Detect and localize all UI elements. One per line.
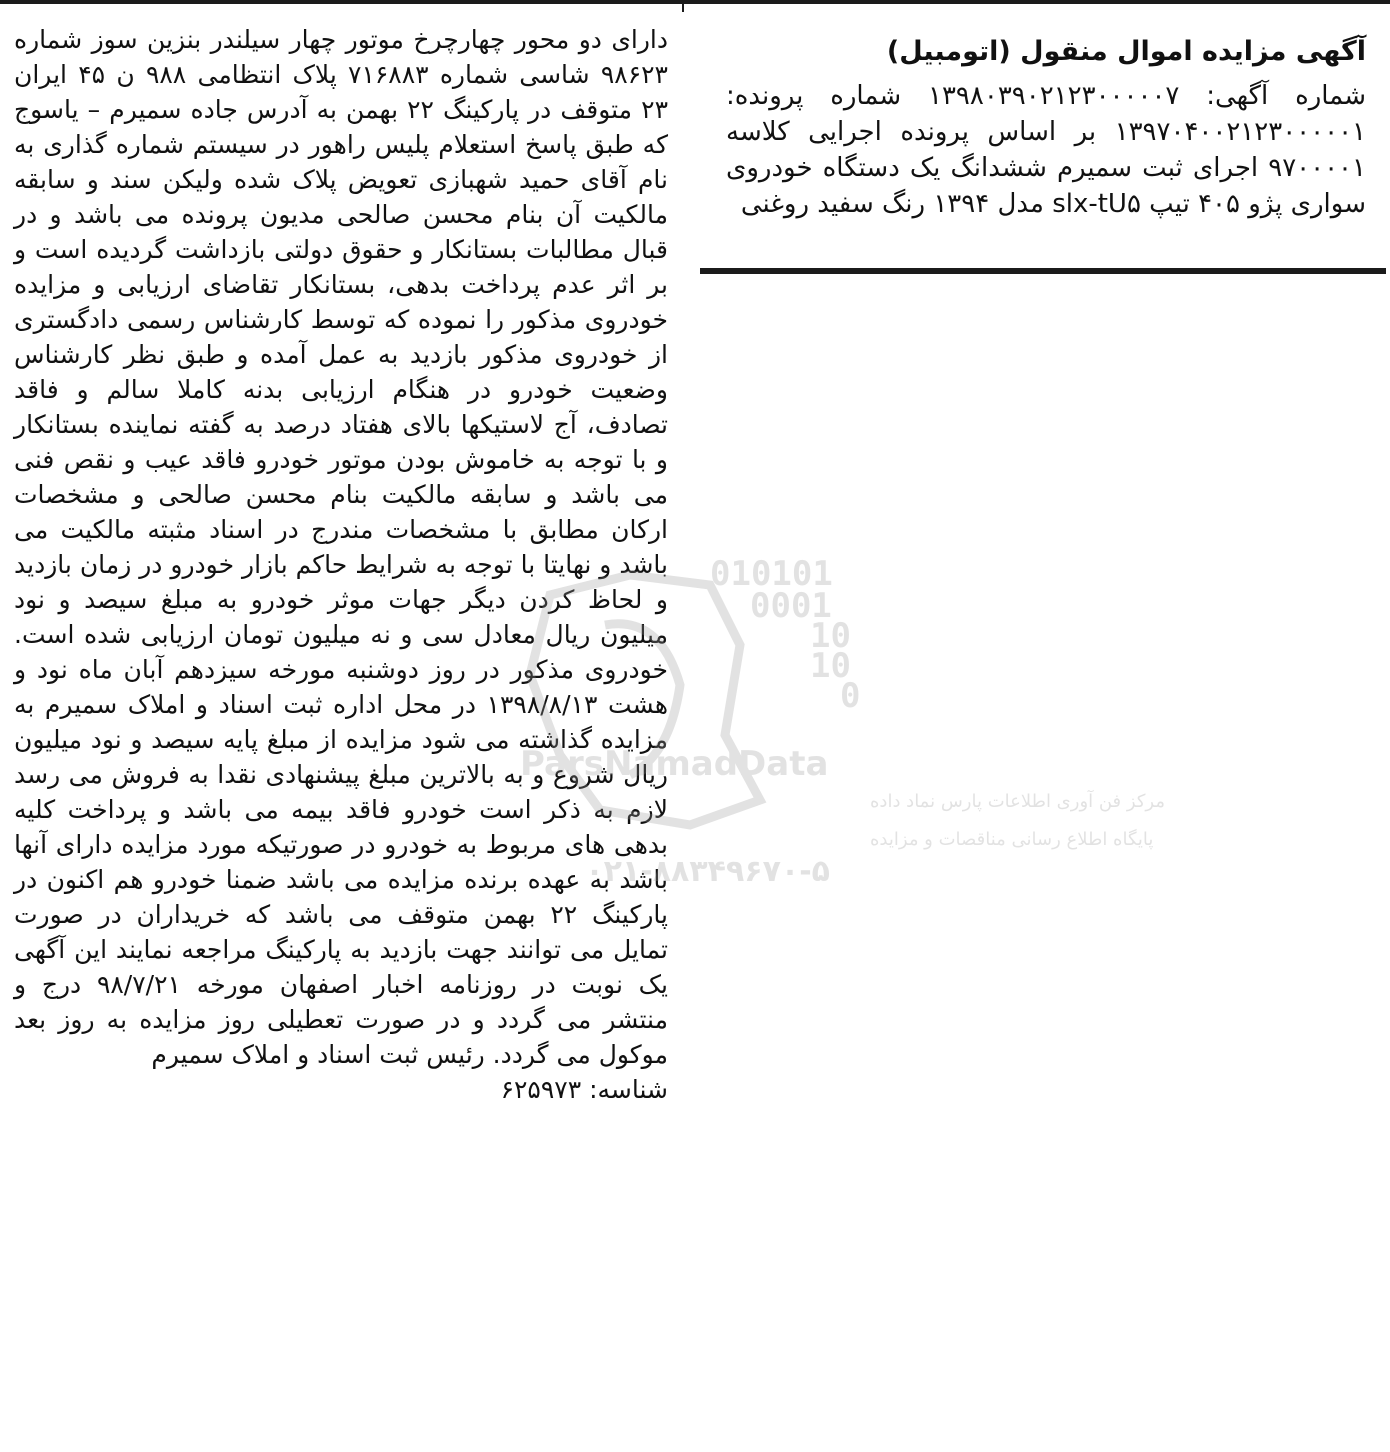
- watermark-binary-3: 10: [810, 616, 851, 656]
- watermark-binary-5: 0: [840, 676, 861, 716]
- column-divider: [682, 4, 684, 12]
- watermark-binary-1: 010101: [710, 554, 833, 594]
- header-bottom-rule: [700, 268, 1386, 274]
- watermark-binary-4: 10: [810, 646, 851, 686]
- notice-body: دارای دو محور چهارچرخ موتور چهار سیلندر بنزین سوز شماره ۹۸۶۲۳ شاسی شماره ۷۱۶۸۸۳ پلاک انتظامی ۹۸۸ ن ۴۵ ایران ۲۳ متوقف در پارکینگ ۲۲ بهمن به آدرس جاده سمیرم – یاسوج که طبق پاسخ استعلام پلیس راهور در سیستم شماره گذاری به نام آقای حمید شهبازی تعویض پلاک شده ولیکن سند و سابقه مالکیت آن بنام محسن صالحی مدیون پرونده می باشد و در قبال مطالبات بستانکار و حقوق دولتی بازداشت گردیده است و بر اثر عدم پرداخت بدهی، بستانکار تقاضای ارزیابی و مزایده خودروی مذکور را نموده که توسط کارشناس رسمی دادگستری از خودروی مذکور بازدید به عمل آمده و طبق نظر کارشناس وضعیت خودرو در هنگام ارزیابی بدنه کاملا سالم و فاقد تصادف، آج لاستیکها بالای هفتاد درصد به گفته نماینده بستانکار و با توجه به خاموش بودن موتور خودرو فاقد عیب و نقص فنی می باشد و سابقه مالکیت بنام محسن صالحی و مشخصات ارکان مطابق با مشخصات مندرج در اسناد مثبته مالکیت می باشد و نهایتا با توجه به شرایط حاکم بازار خودرو در زمان بازدید و لحاظ کردن دیگر جهات موثر خودرو به مبلغ سیصد و نود میلیون ریال معادل سی و نه میلیون تومان ارزیابی شده است. خودروی مذکور در روز دوشنبه مورخه سیزدهم آبان ماه نود و هشت ۱۳۹۸/۸/۱۳ در محل اداره ثبت اسناد و املاک سمیرم به مزایده گذاشته می شود مزایده از مبلغ پایه سیصد و نود میلیون ریال شروع و به بالاترین مبلغ پیشنهادی نقدا به فروش می رسد لازم به ذکر است خودرو فاقد بیمه می باشد و پرداخت کلیه بدهی های مربوط به خودرو در صورتیکه مورد مزایده دارای آنها باشد به عهده برنده مزایده می باشد ضمنا خودرو هم اکنون در پارکینگ ۲۲ بهمن متوقف می باشد که خریداران در صورت تمایل می توانند جهت بازدید به پارکینگ مراجعه نمایند این آگهی یک نوبت در روزنامه اخبار اصفهان مورخه ۹۸/۷/۲۱ درج و منتشر می گردد و در صورت تعطیلی روز مزایده به روز بعد موکول می گردد. رئیس ثبت اسناد و املاک سمیرم: [14, 25, 668, 1069]
- notice-header-column: [704, 0, 1386, 222]
- notice-body-column: [14, 0, 668, 1107]
- watermark-line1: مرکز فن آوری اطلاعات پارس نماد داده: [870, 791, 1165, 812]
- watermark-phone: ۰۲۱-۸۸۳۴۹۶۷۰-۵: [585, 854, 830, 889]
- watermark-brand: ParsNamadData: [520, 744, 829, 784]
- notice-lede: شماره آگهی: ۱۳۹۸۰۳۹۰۲۱۲۳۰۰۰۰۰۷ شماره پرونده: ۱۳۹۷۰۴۰۰۲۱۲۳۰۰۰۰۰۱ بر اساس پرونده اجرایی کلاسه ۹۷۰۰۰۰۱ اجرای ثبت سمیرم ششدانگ یک دستگاه خودروی سواری پژو ۴۰۵ تیپ slx-tU۵ مدل ۱۳۹۴ رنگ سفید روغنی: [726, 81, 1366, 219]
- notice-id-line: شناسه: ۶۲۵۹۷۳: [500, 1075, 668, 1104]
- watermark-binary-2: 0001: [750, 586, 832, 626]
- watermark-line2: پایگاه اطلاع رسانی مناقصات و مزایده: [870, 829, 1154, 850]
- notice-title: آگهی مزایده اموال منقول (اتومبیل): [886, 36, 1366, 67]
